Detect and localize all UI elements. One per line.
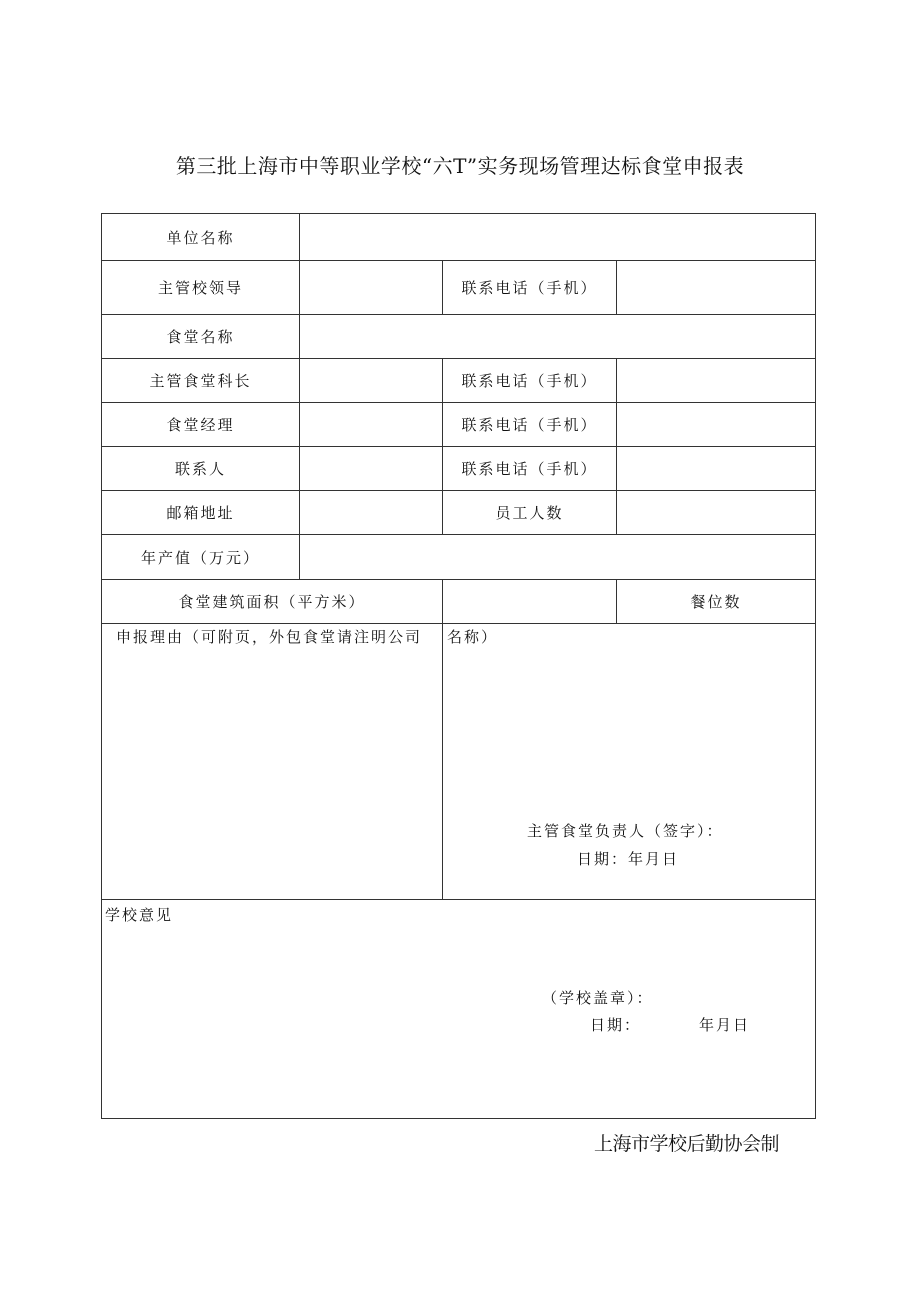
opinion-date-label xyxy=(590,1014,750,1035)
annual-output-field[interactable] xyxy=(300,535,816,580)
reason-label-part1: 申报理由（可附页，外包食堂请注明公司 xyxy=(116,628,423,646)
opinion-date-suffix: 年月日 xyxy=(699,1016,751,1034)
school-stamp-label: （学校盖章）： xyxy=(542,989,654,1007)
section-chief-field[interactable] xyxy=(300,359,443,403)
email-address-label: 邮箱地址 xyxy=(102,491,300,535)
manager-phone-label: 联系电话（手机） xyxy=(443,403,617,447)
row-school-opinion xyxy=(102,900,816,1119)
annual-output-label: 年产值（万元） xyxy=(102,535,300,580)
canteen-manager-label: 食堂经理 xyxy=(102,403,300,447)
unit-name-label: 单位名称 xyxy=(102,214,300,261)
leader-phone-field[interactable] xyxy=(617,261,816,315)
seats-label: 餐位数 xyxy=(617,580,816,624)
staff-count-field[interactable] xyxy=(617,491,816,535)
row-canteen-manager xyxy=(102,403,816,447)
row-building-area xyxy=(102,580,816,624)
row-unit-name xyxy=(102,214,816,261)
canteen-name-field[interactable] xyxy=(300,315,816,359)
building-area-field[interactable] xyxy=(443,580,617,624)
row-section-chief xyxy=(102,359,816,403)
reason-label-cell[interactable] xyxy=(102,624,443,900)
contact-person-field[interactable] xyxy=(300,447,443,491)
section-chief-label: 主管食堂科长 xyxy=(102,359,300,403)
school-leader-label: 主管校领导 xyxy=(102,261,300,315)
contact-phone-field[interactable] xyxy=(617,447,816,491)
reason-right-cell[interactable] xyxy=(443,624,816,900)
row-annual-output xyxy=(102,535,816,580)
reason-signature-label: 主管食堂负责人（签字）： xyxy=(527,822,724,840)
manager-phone-field[interactable] xyxy=(617,403,816,447)
chief-phone-label: 联系电话（手机） xyxy=(443,359,617,403)
contact-person-label: 联系人 xyxy=(102,447,300,491)
canteen-manager-field[interactable] xyxy=(300,403,443,447)
page-title: 第三批上海市中等职业学校“六T”实务现场管理达标食堂申报表 xyxy=(175,154,745,178)
school-opinion-cell[interactable] xyxy=(102,900,816,1119)
opinion-date-prefix: 日期： xyxy=(590,1016,642,1034)
building-area-label: 食堂建筑面积（平方米） xyxy=(102,580,443,624)
row-canteen-name xyxy=(102,315,816,359)
row-contact-person xyxy=(102,447,816,491)
unit-name-field[interactable] xyxy=(300,214,816,261)
leader-phone-label: 联系电话（手机） xyxy=(443,261,617,315)
reason-label-part2: 名称） xyxy=(447,628,499,646)
footer-organization: 上海市学校后勤协会制 xyxy=(594,1134,780,1155)
email-address-field[interactable] xyxy=(300,491,443,535)
chief-phone-field[interactable] xyxy=(617,359,816,403)
application-form-table xyxy=(101,213,816,1119)
row-application-reason xyxy=(102,624,816,900)
contact-phone-label: 联系电话（手机） xyxy=(443,447,617,491)
reason-date-label: 日期：年月日 xyxy=(577,850,680,868)
canteen-name-label: 食堂名称 xyxy=(102,315,300,359)
row-address xyxy=(102,491,816,535)
school-leader-field[interactable] xyxy=(300,261,443,315)
row-school-leader xyxy=(102,261,816,315)
school-opinion-label: 学校意见 xyxy=(105,906,174,924)
staff-count-label: 员工人数 xyxy=(443,491,617,535)
